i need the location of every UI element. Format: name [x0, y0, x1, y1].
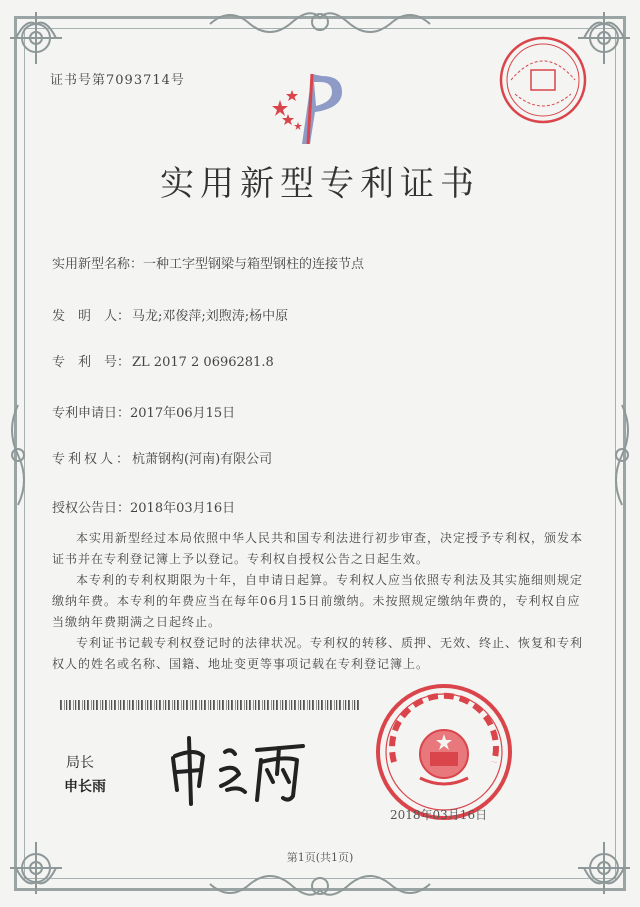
corner-ornament-icon [574, 838, 634, 898]
certificate-number: 证书号第7093714号 [50, 73, 185, 88]
field-application-date [52, 402, 235, 421]
body-paragraph: 本专利的专利权期限为十年，自申请日起算。专利权人应当依照专利法及其实施细则规定缴纳年费。本专利的年费应当在每年06月15日前缴纳。未按照规定缴纳年费的，专利权自应当缴纳年费期满之日起终止。 [52, 573, 584, 629]
certificate-title: 实用新型专利证书 [160, 164, 480, 204]
field-value: ZL 2017 2 0696281.8 [132, 355, 274, 370]
left-side-ornament-icon [4, 400, 32, 510]
signature-icon [165, 730, 315, 810]
agency-stamp-icon [497, 34, 589, 126]
field-value: 马龙;邓俊萍;刘煦涛;杨中原 [132, 309, 289, 324]
director-title: 局长 [66, 755, 94, 771]
field-utility-model-name [52, 253, 364, 272]
right-side-ornament-icon [608, 400, 636, 510]
body-paragraph: 本实用新型经过本局依照中华人民共和国专利法进行初步审查，决定授予专利权，颁发本证书并在专利登记簿上予以登记。专利权自授权公告之日起生效。 [52, 531, 584, 566]
field-label: 发 明 人： [52, 309, 131, 324]
field-inventors [52, 305, 288, 324]
seal-date: 2018年03月16日 [390, 808, 488, 822]
field-patentee [52, 448, 272, 467]
field-label: 实用新型名称： [52, 257, 144, 272]
corner-ornament-icon [6, 8, 66, 68]
national-ip-office-seal-icon [374, 682, 514, 822]
director-name: 申长雨 [64, 779, 106, 795]
field-label: 专利申请日： [52, 406, 131, 421]
field-label: 专 利 号： [52, 355, 131, 370]
field-label: 授权公告日： [52, 501, 131, 516]
barcode-icon [60, 700, 360, 710]
bottom-ornament-icon [200, 868, 440, 904]
field-value: 杭萧钢构(河南)有限公司 [132, 452, 273, 467]
field-label: 专利权人： [52, 452, 133, 467]
field-grant-date [52, 497, 235, 516]
page-number: 第1页(共1页) [286, 851, 354, 864]
field-value: 2018年03月16日 [130, 501, 236, 516]
top-ornament-icon [200, 4, 440, 40]
patent-office-logo-icon [262, 72, 362, 147]
field-value: 2017年06月15日 [130, 406, 236, 421]
field-patent-number [52, 351, 274, 370]
corner-ornament-icon [6, 838, 66, 898]
field-value: 一种工字型钢梁与箱型钢柱的连接节点 [143, 257, 365, 272]
body-paragraph: 专利证书记载专利权登记时的法律状况。专利权的转移、质押、无效、终止、恢复和专利权人的姓名或名称、国籍、地址变更等事项记载在专利登记簿上。 [52, 636, 584, 671]
certificate-body [52, 528, 592, 675]
